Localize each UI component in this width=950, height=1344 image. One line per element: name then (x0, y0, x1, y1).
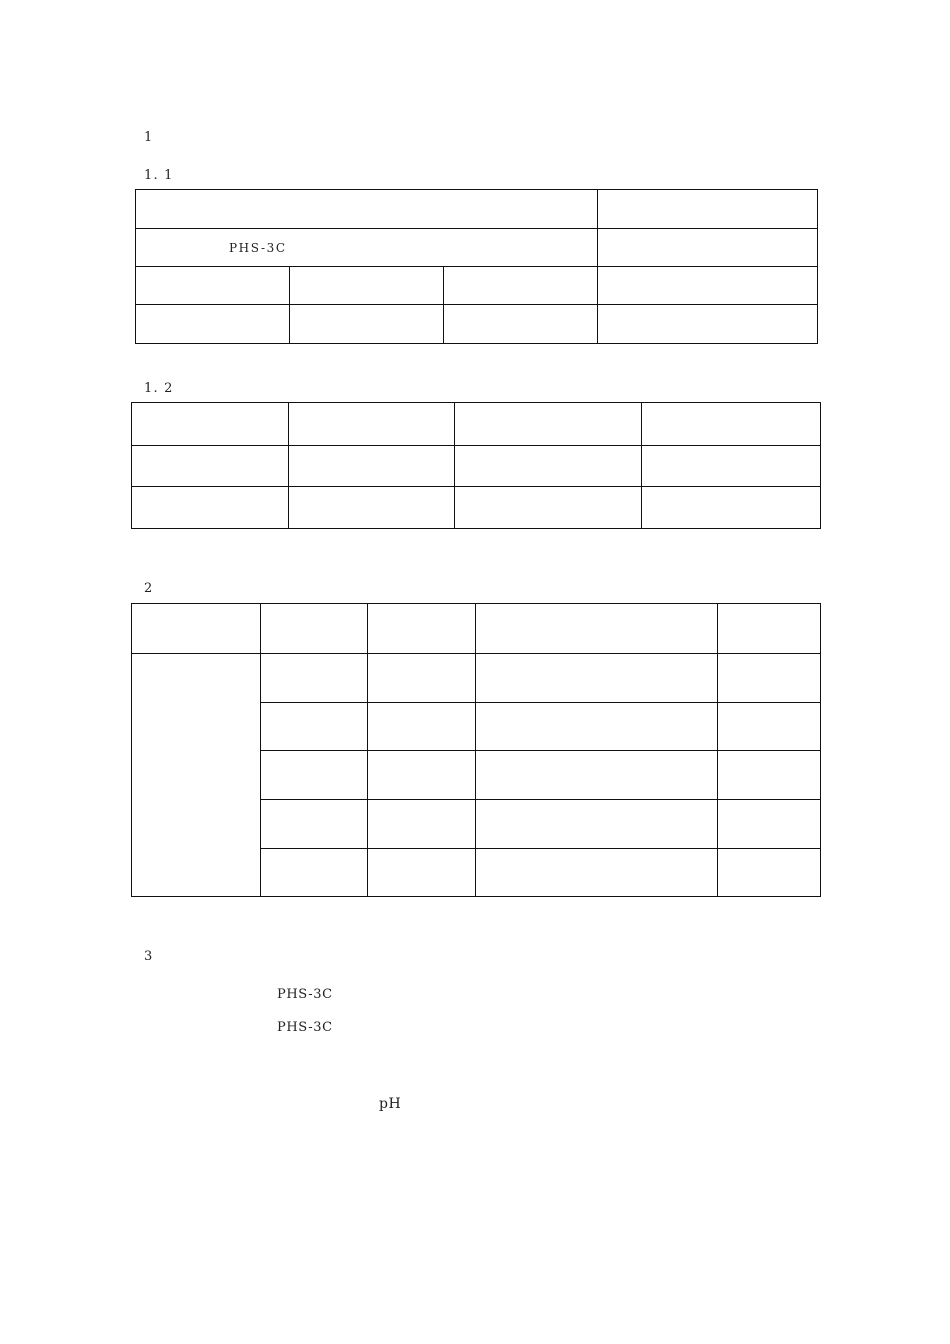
table-cell (368, 751, 476, 800)
table-cell (261, 849, 368, 897)
info-value: pH (379, 1096, 416, 1112)
table-cell (598, 229, 818, 267)
table-header-cell (476, 604, 718, 654)
table-row (136, 305, 818, 344)
table-1-2 (131, 402, 821, 529)
table-cell (261, 654, 368, 703)
table-cell (368, 849, 476, 897)
table-cell (642, 487, 821, 529)
table-cell (261, 703, 368, 751)
info-label (181, 1168, 254, 1187)
table-cell (290, 267, 444, 305)
info-value: PHS-3C (277, 987, 456, 1002)
table-cell (132, 487, 289, 529)
table-cell (289, 446, 455, 487)
section1-heading: 1 (144, 130, 287, 145)
table-row (132, 403, 821, 446)
table-cell (444, 267, 598, 305)
info-value: PHS-3C (277, 1020, 333, 1035)
table-row (136, 190, 818, 229)
table-cell (136, 190, 598, 229)
table-header-cell (132, 604, 261, 654)
section2-heading: 2 (144, 581, 273, 596)
info-label (181, 1056, 254, 1075)
table-cell (598, 190, 818, 229)
table-cell (598, 267, 818, 305)
table-cell (368, 654, 476, 703)
table-cell (642, 446, 821, 487)
section1-1-heading: 1. 1 (144, 168, 259, 183)
table-cell (476, 703, 718, 751)
info-label (181, 1093, 327, 1112)
table-cell (476, 800, 718, 849)
table-cell (718, 703, 821, 751)
table-header-cell (261, 604, 368, 654)
table-row (136, 267, 818, 305)
info-label (181, 1130, 254, 1149)
table-cell (290, 305, 444, 344)
table-cell (455, 487, 642, 529)
table-cell (132, 446, 289, 487)
info-label (181, 1018, 254, 1037)
table-cell (368, 703, 476, 751)
table-header-cell (718, 604, 821, 654)
table-row (132, 487, 821, 529)
table-cell (261, 800, 368, 849)
footer-text (416, 1204, 511, 1224)
table-cell (132, 403, 289, 446)
table-cell (476, 751, 718, 800)
table-cell (455, 446, 642, 487)
table-row (132, 654, 821, 703)
table-row (136, 229, 818, 267)
table-cell (455, 403, 642, 446)
table-1-1 (135, 189, 818, 344)
table-cell (598, 305, 818, 344)
table-cell (476, 849, 718, 897)
table-cell (444, 305, 598, 344)
info-label (181, 981, 254, 1000)
section3-heading: 3 (144, 949, 216, 964)
table-cell (476, 654, 718, 703)
table-cell (289, 403, 455, 446)
table-2 (131, 603, 821, 897)
table-cell (368, 800, 476, 849)
group-label-cell (132, 654, 261, 897)
table-cell (718, 849, 821, 897)
table-cell (289, 487, 455, 529)
instrument-name-cell: PHS-3C (136, 229, 598, 267)
table-cell (261, 751, 368, 800)
table-cell (718, 800, 821, 849)
table-cell (718, 654, 821, 703)
table-cell (136, 305, 290, 344)
table-row (132, 604, 821, 654)
table-cell (136, 267, 290, 305)
section1-2-heading: 1. 2 (144, 381, 259, 396)
table-cell (718, 751, 821, 800)
table-cell (642, 403, 821, 446)
table-row (132, 446, 821, 487)
table-header-cell (368, 604, 476, 654)
